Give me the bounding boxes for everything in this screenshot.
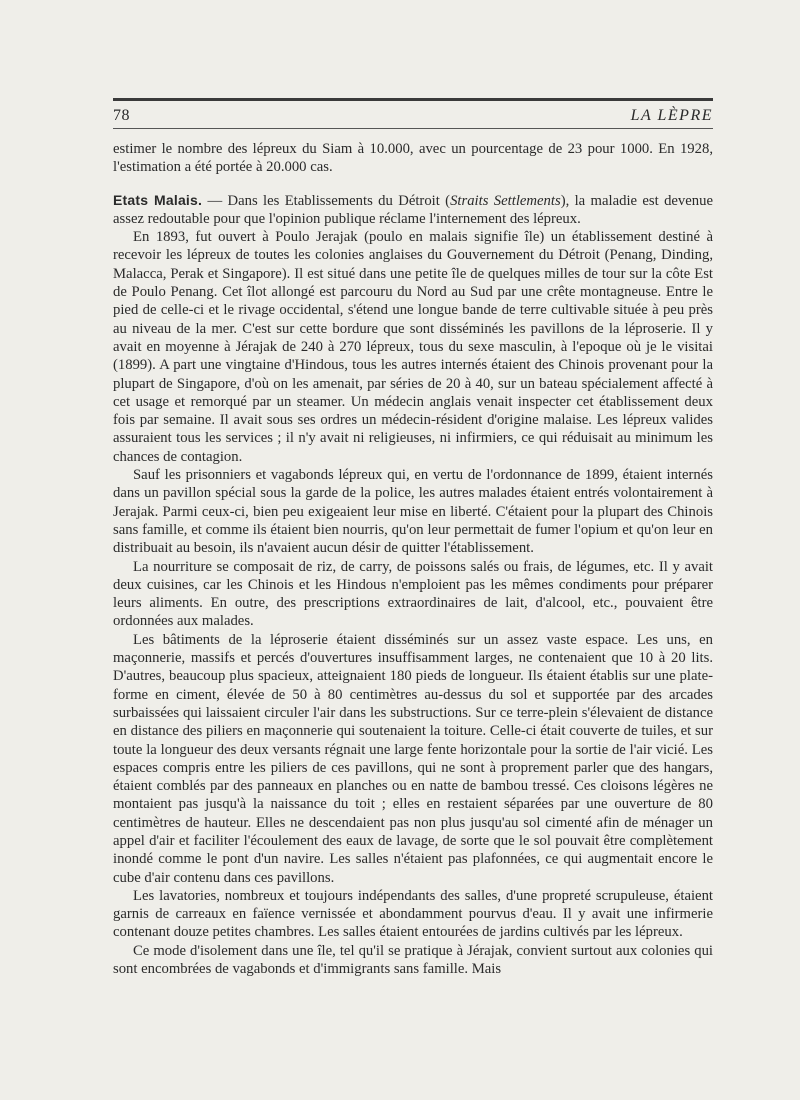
section-heading: Etats Malais.	[113, 191, 203, 208]
page-number: 78	[113, 107, 130, 124]
paragraph-etats-malais	[113, 191, 713, 229]
page-header	[113, 104, 713, 128]
paragraph-rest: ), la maladie est devenue assez redoutable pour que l'opinion publique réclame l'internement des lépreux.	[113, 192, 713, 227]
running-title: LA LÈPRE	[630, 107, 713, 124]
paragraph-lead: — Dans les Etablissements du Détroit (	[202, 192, 451, 209]
paragraph: La nourriture se composait de riz, de carry, de poissons salés ou frais, de légumes, etc. Il y avait deux cuisines, car les Chinois et les Hindous n'emploient pas les mêmes condiments pour préparer leurs aliments. En outre, des prescriptions extraordinaires de lait, d'alcool, etc., pouvaient être ordonnées aux malades.	[113, 558, 713, 630]
paragraph: Sauf les prisonniers et vagabonds lépreux qui, en vertu de l'ordonnance de 1899, étaient internés dans un pavillon spécial sous la garde de la police, les autres malades étaient entrés volontairement à Jerajak. Parmi ceux-ci, bien peu exigeaient leur mise en liberté. C'étaient pour la plupart des Chinois sans famille, et comme ils étaient bien nourris, qu'on leur permettait de fumer l'opium et qu'on leur en distribuait au besoin, ils n'avaient aucun désir de quitter l'établissement.	[113, 467, 713, 557]
paragraph: Ce mode d'isolement dans une île, tel qu'il se pratique à Jérajak, convient surtout aux colonies qui sont encombrées de vagabonds et d'immigrants sans famille. Mais	[113, 942, 713, 978]
paragraph: estimer le nombre des lépreux du Siam à 10.000, avec un pourcentage de 23 pour 1000. En 1928, l'estimation a été portée à 20.000 cas.	[113, 141, 713, 176]
header-top-rule	[113, 98, 713, 101]
paragraph: Les bâtiments de la léproserie étaient disséminés sur un assez vaste espace. Les uns, en maçonnerie, massifs et percés d'ouvertures insuffisamment larges, ne contenaient que 10 à 20 lits. D'autres, beaucoup plus spacieux, atteignaient 180 pieds de longueur. Ils étaient établis sur une plate-forme en ciment, élevée de 50 à 80 centimètres au-dessus du sol et supportée par des arcades surbaissées qui laissaient circuler l'air dans les substructions. Sur ce terre-plein s'élevaient de distance en distance des piliers en maçonnerie qui soutenaient la toiture. Celle-ci était couverte de tuiles, et sur toute la longueur des deux versants régnait une large fente horizontale pour la sortie de l'air vicié. Les espaces compris entre les piliers de ces pavillons, qui ne sont à proprement parler que des hangars, étaient comblés par des panneaux en planches ou en natte de bambou tressé. Ces cloisons légères ne montaient pas jusqu'à la naissance du toit ; elles en restaient séparées par une ouverture de 80 centimètres de hauteur. Elles ne descendaient pas non plus jusqu'au sol cimenté afin de ménager un appel d'air et faciliter l'écoulement des eaux de lavage, de sorte que le sol pouvait être complètement inondé comme le pont d'un navire. Les salles n'étaient pas plafonnées, ce qui augmentait encore le cube d'air contenu dans ces pavillons.	[113, 631, 713, 886]
header-bottom-rule	[113, 128, 713, 129]
paragraph: Les lavatories, nombreux et toujours indépendants des salles, d'une propreté scrupuleuse, étaient garnis de carreaux en faïence vernissée et abondamment pourvus d'eau. Il y avait une infirmerie contenant douze petites chambres. Les salles étaient entourées de jardins cultivés par les lépreux.	[113, 887, 713, 941]
body-text	[113, 140, 713, 978]
italic-term: Straits Settlements	[450, 192, 561, 209]
paragraph: En 1893, fut ouvert à Poulo Jerajak (poulo en malais signifie île) un établissement destiné à recevoir les lépreux de toutes les colonies anglaises du Gouvernement du Détroit (Penang, Dinding, Malacca, Perak et Singapore). Il est situé dans une petite île de quelques milles de tour sur la côte Est de Poulo Penang. Cet îlot allongé est parcouru du Nord au Sud par une crête montagneuse. Entre le pied de celle-ci et le rivage occidental, s'étend une longue bande de terre cultivable située à peu près au niveau de la mer. C'est sur cette bordure que sont disséminés les pavillons de la léproserie. Il y avait en moyenne à Jérajak de 240 à 270 lépreux, tous du sexe masculin, à l'epoque où je le visitai (1899). A part une vingtaine d'Hindous, tous les autres internés étaient des Chinois provenant pour la plupart de Singapore, d'où on les amenait, par séries de 20 à 40, sur un bateau spécialement affecté à cet usage et remorqué par un steamer. Un médecin anglais venait inspecter cet établissement deux fois par semaine. Il avait sous ses ordres un médecin-résident d'origine malaise. Les lépreux valides assuraient tous les services ; il n'y avait ni religieuses, ni infirmiers, ce qui réduisait au minimum les chances de contagion.	[113, 229, 713, 465]
